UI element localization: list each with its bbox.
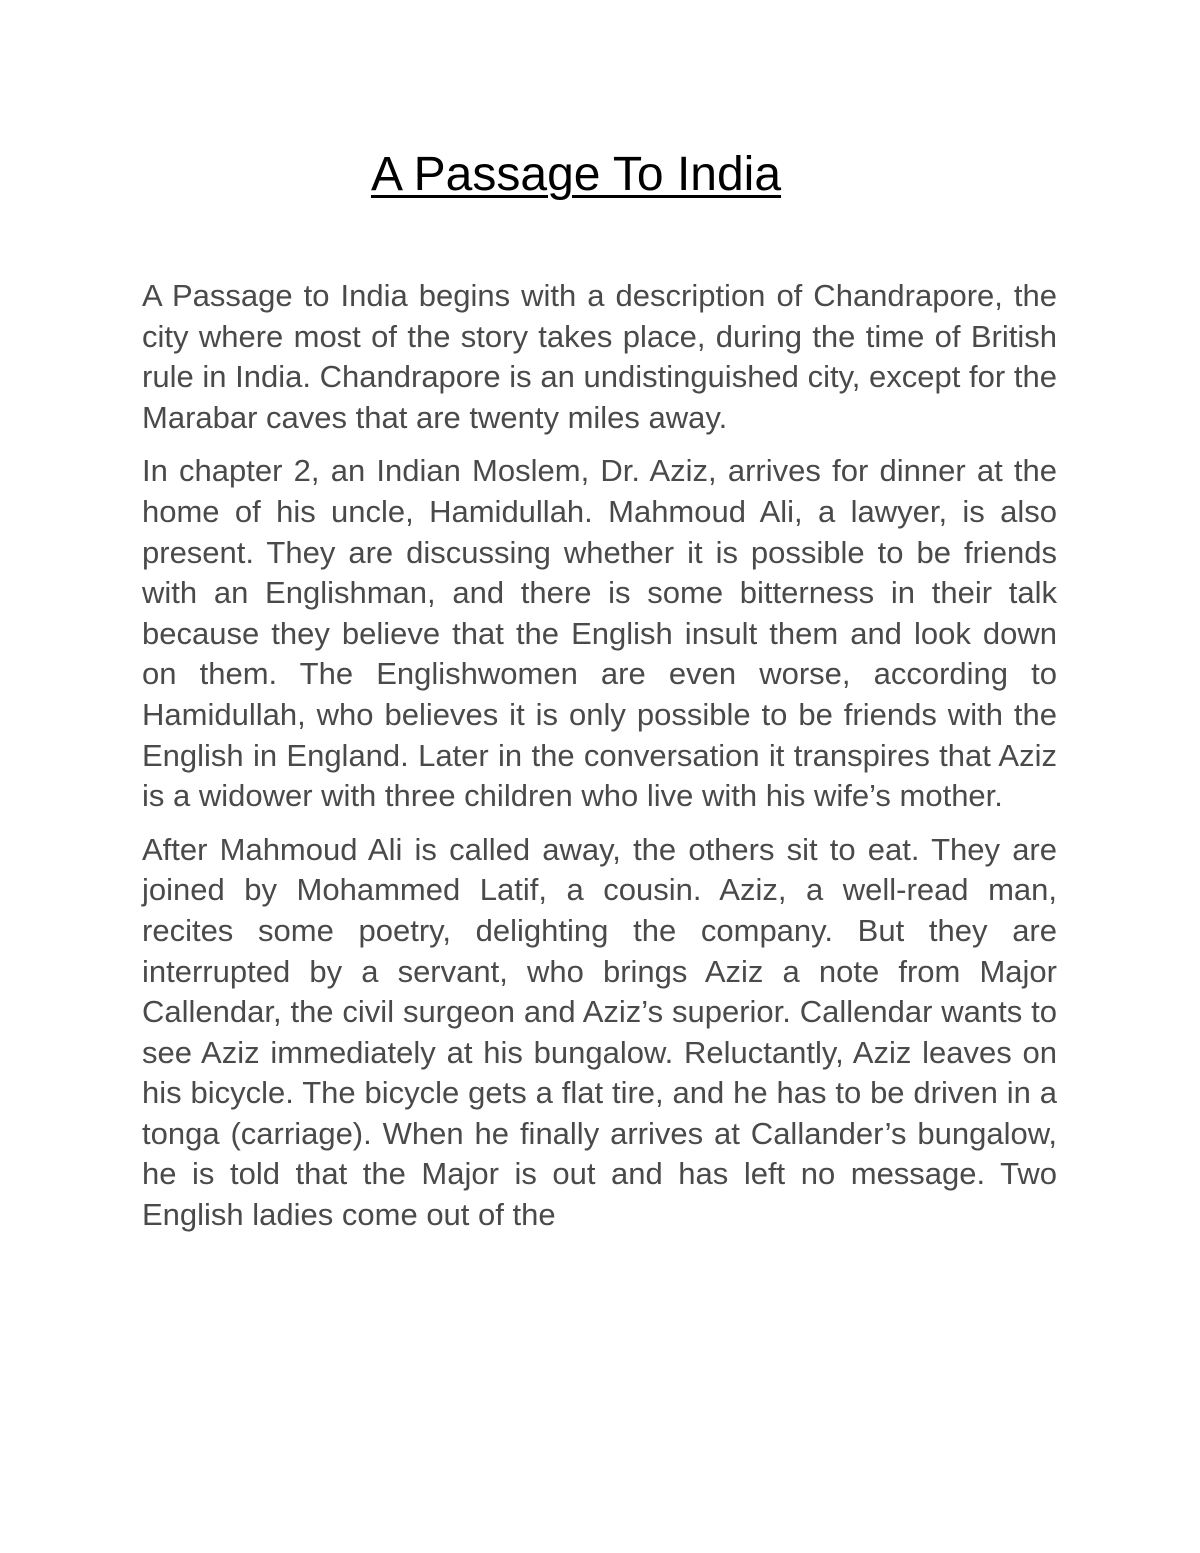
document-body	[142, 276, 1057, 1249]
paragraph: After Mahmoud Ali is called away, the others sit to eat. They are joined by Mohammed Latif, a cousin. Aziz, a well-read man, recites some poetry, delighting the company. But they are interrupted by a servant, who brings Aziz a note from Major Callendar, the civil surgeon and Aziz’s superior. Callendar wants to see Aziz immediately at his bungalow. Reluctantly, Aziz leaves on his bicycle. The bicycle gets a flat tire, and he has to be driven in a tonga (carriage). When he finally arrives at Callander’s bungalow, he is told that the Major is out and has left no message. Two English ladies come out of the	[142, 831, 1057, 1233]
paragraph: A Passage to India begins with a description of Chandrapore, the city where most of the story takes place, during the time of British rule in India. Chandrapore is an undistinguished city, except for the Marabar caves that are twenty miles away.	[142, 278, 1057, 435]
document-title: A Passage To India	[370, 148, 782, 201]
paragraph: In chapter 2, an Indian Moslem, Dr. Aziz, arrives for dinner at the home of his uncle, Hamidullah. Mahmoud Ali, a lawyer, is also present. They are discussing whether it is possible to be friends with an Englishman, and there is some bitterness in their talk because they believe that the English insult them and look down on them. The Englishwomen are even worse, according to Hamidullah, who believes it is only possible to be friends with the English in England. Later in the conversation it transpires that Aziz is a widower with three children who live with his wife’s mother.	[142, 453, 1057, 814]
